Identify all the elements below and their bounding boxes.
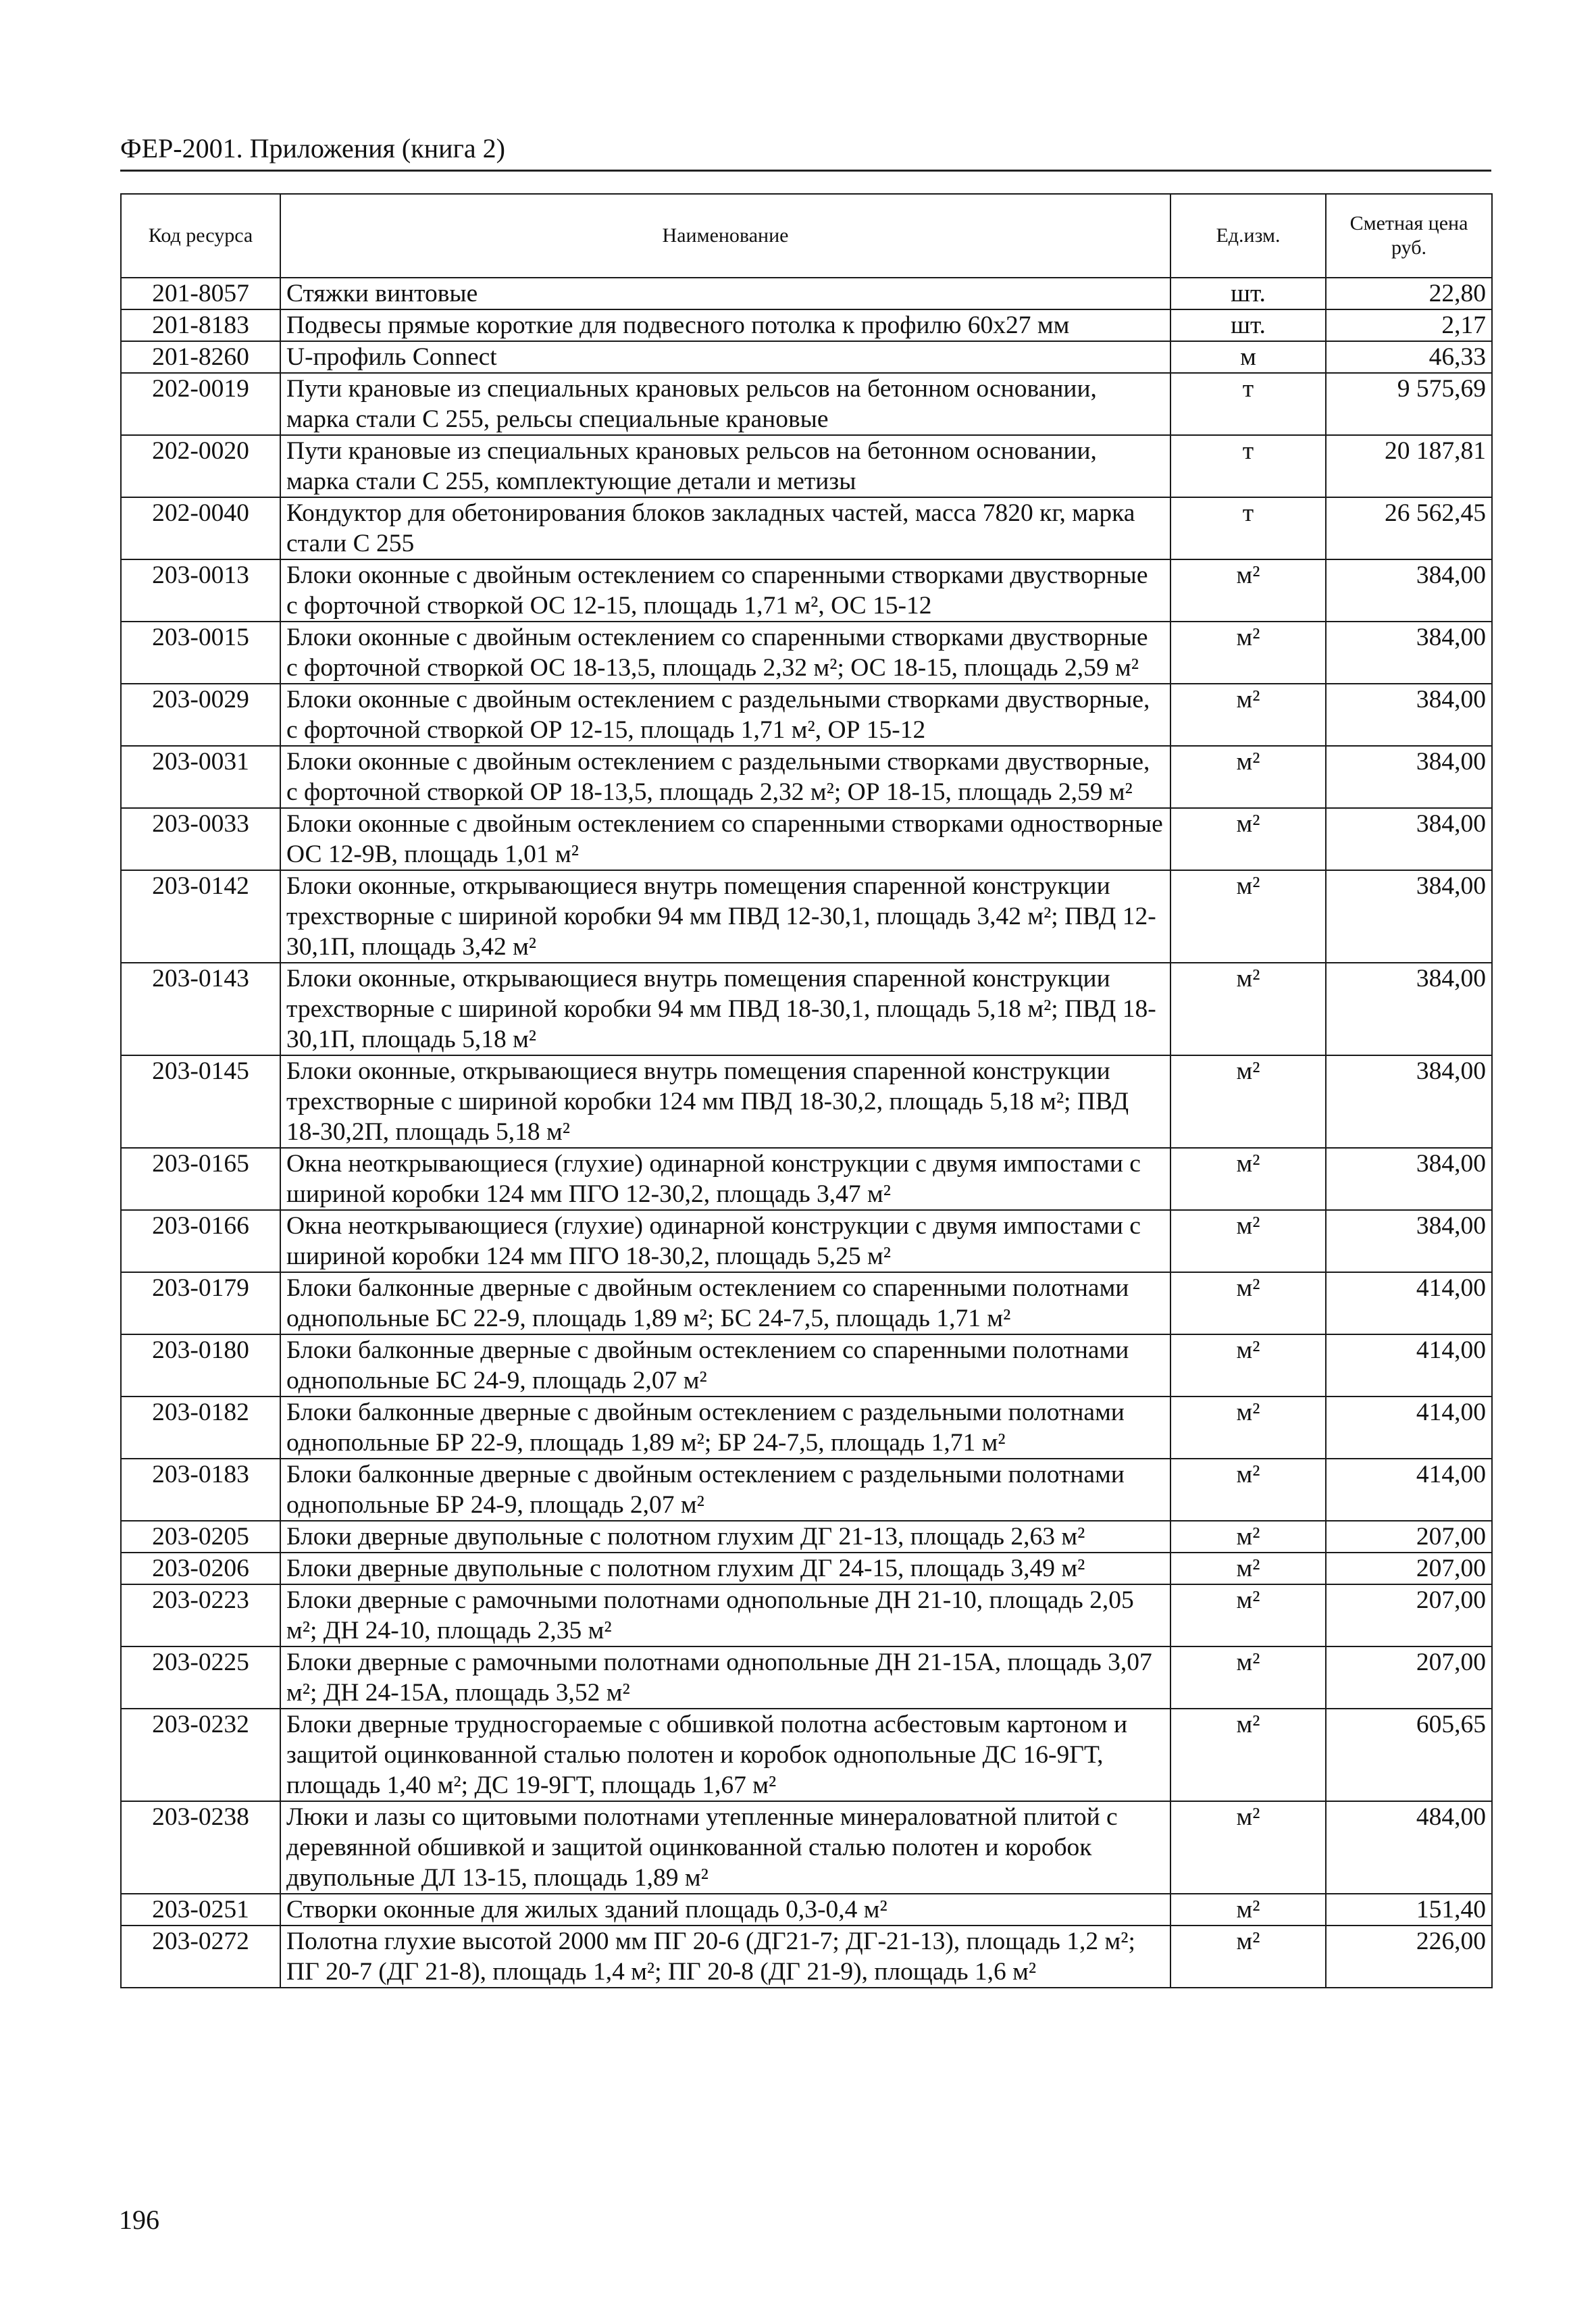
column-header-unit: Ед.изм. (1170, 194, 1326, 278)
unit-cell: м² (1170, 684, 1326, 746)
price-cell: 384,00 (1326, 559, 1492, 622)
resource-code-cell: 203-0251 (121, 1894, 280, 1926)
price-cell: 384,00 (1326, 684, 1492, 746)
unit-cell: м² (1170, 1272, 1326, 1334)
unit-cell: т (1170, 497, 1326, 559)
unit-cell: м² (1170, 746, 1326, 808)
price-cell: 22,80 (1326, 278, 1492, 309)
resource-name-cell: Блоки балконные дверные с двойным остеклением с раздельными полотнами однопольные БР 24-9, площадь 2,07 м² (280, 1459, 1170, 1521)
resource-name-cell: Пути крановые из специальных крановых рельсов на бетонном основании, марка стали С 255, комплектующие детали и метизы (280, 435, 1170, 497)
resource-name-cell: Люки и лазы со щитовыми полотнами утепленные минераловатной плитой с деревянной обшивкой и защитой оцинкованной сталью полотен и коробок двупольные ДЛ 13-15, площадь 1,89 м² (280, 1801, 1170, 1894)
column-header-name: Наименование (280, 194, 1170, 278)
unit-cell: т (1170, 435, 1326, 497)
table-header-row (121, 194, 1492, 278)
column-header-price: Сметная цена руб. (1326, 194, 1492, 278)
price-cell: 384,00 (1326, 746, 1492, 808)
price-cell: 384,00 (1326, 622, 1492, 684)
unit-cell: м² (1170, 559, 1326, 622)
resource-name-cell: Блоки оконные с двойным остеклением с раздельными створками двустворные, с форточной створкой ОР 12-15, площадь 1,71 м², ОР 15-12 (280, 684, 1170, 746)
unit-cell: м² (1170, 1894, 1326, 1926)
price-cell: 226,00 (1326, 1926, 1492, 1988)
price-cell: 414,00 (1326, 1334, 1492, 1397)
header-divider (120, 170, 1491, 172)
resource-code-cell: 203-0272 (121, 1926, 280, 1988)
resource-code-cell: 203-0033 (121, 808, 280, 870)
resource-code-cell: 202-0020 (121, 435, 280, 497)
table-row (121, 1521, 1492, 1553)
resource-code-cell: 203-0029 (121, 684, 280, 746)
unit-cell: шт. (1170, 309, 1326, 341)
resource-code-cell: 203-0238 (121, 1801, 280, 1894)
price-cell: 414,00 (1326, 1272, 1492, 1334)
table-row (121, 341, 1492, 373)
table-row (121, 746, 1492, 808)
resource-code-cell: 201-8260 (121, 341, 280, 373)
resource-code-cell: 203-0223 (121, 1584, 280, 1646)
unit-cell: м² (1170, 1646, 1326, 1709)
resource-name-cell: Блоки оконные, открывающиеся внутрь помещения спаренной конструкции трехстворные с шириной коробки 124 мм ПВД 18-30,2, площадь 5,18 м²; ПВД 18-30,2П, площадь 5,18 м² (280, 1055, 1170, 1148)
resource-code-cell: 203-0145 (121, 1055, 280, 1148)
resource-code-cell: 202-0019 (121, 373, 280, 435)
resource-name-cell: Блоки оконные с двойным остеклением с раздельными створками двустворные, с форточной створкой ОР 18-13,5, площадь 2,32 м²; ОР 18-15, площадь 2,59 м² (280, 746, 1170, 808)
unit-cell: м² (1170, 1926, 1326, 1988)
unit-cell: м² (1170, 1459, 1326, 1521)
unit-cell: м (1170, 341, 1326, 373)
price-cell: 384,00 (1326, 1210, 1492, 1272)
table-row (121, 1646, 1492, 1709)
resource-code-cell: 203-0232 (121, 1709, 280, 1801)
table-row (121, 1148, 1492, 1210)
table-row (121, 497, 1492, 559)
resource-code-cell: 203-0166 (121, 1210, 280, 1272)
unit-cell: шт. (1170, 278, 1326, 309)
resource-name-cell: Окна неоткрывающиеся (глухие) одинарной конструкции с двумя импостами с шириной коробки 124 мм ПГО 18-30,2, площадь 5,25 м² (280, 1210, 1170, 1272)
resource-name-cell: Блоки оконные с двойным остеклением со спаренными створками двустворные с форточной створкой ОС 18-13,5, площадь 2,32 м²; ОС 18-15, площадь 2,59 м² (280, 622, 1170, 684)
table-row (121, 1894, 1492, 1926)
table-row (121, 1553, 1492, 1584)
unit-cell: м² (1170, 963, 1326, 1055)
column-header-code: Код ресурса (121, 194, 280, 278)
resource-name-cell: Блоки балконные дверные с двойным остеклением с раздельными полотнами однопольные БР 22-9, площадь 1,89 м²; БР 24-7,5, площадь 1,71 м² (280, 1397, 1170, 1459)
table-row (121, 435, 1492, 497)
table-row (121, 1459, 1492, 1521)
resource-name-cell: Кондуктор для обетонирования блоков закладных частей, масса 7820 кг, марка стали С 255 (280, 497, 1170, 559)
resource-name-cell: Блоки оконные, открывающиеся внутрь помещения спаренной конструкции трехстворные с шириной коробки 94 мм ПВД 18-30,1, площадь 5,18 м²; ПВД 18-30,1П, площадь 5,18 м² (280, 963, 1170, 1055)
resource-code-cell: 203-0142 (121, 870, 280, 963)
table-row (121, 309, 1492, 341)
resource-code-cell: 203-0183 (121, 1459, 280, 1521)
table-row (121, 1709, 1492, 1801)
table-row (121, 1926, 1492, 1988)
price-cell: 2,17 (1326, 309, 1492, 341)
table-row (121, 963, 1492, 1055)
price-cell: 9 575,69 (1326, 373, 1492, 435)
price-cell: 484,00 (1326, 1801, 1492, 1894)
resource-code-cell: 201-8057 (121, 278, 280, 309)
price-cell: 384,00 (1326, 870, 1492, 963)
resource-name-cell: Пути крановые из специальных крановых рельсов на бетонном основании, марка стали С 255, рельсы специальные крановые (280, 373, 1170, 435)
resource-code-cell: 203-0225 (121, 1646, 280, 1709)
price-cell: 207,00 (1326, 1646, 1492, 1709)
unit-cell: м² (1170, 622, 1326, 684)
table-row (121, 278, 1492, 309)
resource-name-cell: Окна неоткрывающиеся (глухие) одинарной конструкции с двумя импостами с шириной коробки 124 мм ПГО 12-30,2, площадь 3,47 м² (280, 1148, 1170, 1210)
resource-name-cell: Створки оконные для жилых зданий площадь 0,3-0,4 м² (280, 1894, 1170, 1926)
price-table (120, 193, 1493, 1988)
page-title: ФЕР-2001. Приложения (книга 2) (120, 133, 505, 164)
table-row (121, 808, 1492, 870)
price-cell: 151,40 (1326, 1894, 1492, 1926)
table-row (121, 1334, 1492, 1397)
unit-cell: м² (1170, 1521, 1326, 1553)
resource-code-cell: 203-0031 (121, 746, 280, 808)
unit-cell: м² (1170, 1553, 1326, 1584)
price-cell: 384,00 (1326, 1055, 1492, 1148)
resource-name-cell: Блоки балконные дверные с двойным остеклением со спаренными полотнами однопольные БС 22-9, площадь 1,89 м²; БС 24-7,5, площадь 1,71 м² (280, 1272, 1170, 1334)
resource-code-cell: 203-0182 (121, 1397, 280, 1459)
unit-cell: м² (1170, 1210, 1326, 1272)
table-row (121, 1055, 1492, 1148)
table-row (121, 1801, 1492, 1894)
price-cell: 384,00 (1326, 1148, 1492, 1210)
resource-name-cell: Подвесы прямые короткие для подвесного потолка к профилю 60х27 мм (280, 309, 1170, 341)
unit-cell: т (1170, 373, 1326, 435)
table-row (121, 622, 1492, 684)
resource-code-cell: 202-0040 (121, 497, 280, 559)
price-cell: 20 187,81 (1326, 435, 1492, 497)
price-cell: 605,65 (1326, 1709, 1492, 1801)
unit-cell: м² (1170, 1709, 1326, 1801)
resource-name-cell: Блоки дверные с рамочными полотнами однопольные ДН 21-10, площадь 2,05 м²; ДН 24-10, площадь 2,35 м² (280, 1584, 1170, 1646)
resource-name-cell: Полотна глухие высотой 2000 мм ПГ 20-6 (ДГ21-7; ДГ-21-13), площадь 1,2 м²; ПГ 20-7 (ДГ 21-8), площадь 1,4 м²; ПГ 20-8 (ДГ 21-9), площадь 1,6 м² (280, 1926, 1170, 1988)
unit-cell: м² (1170, 1334, 1326, 1397)
table-row (121, 373, 1492, 435)
price-cell: 207,00 (1326, 1584, 1492, 1646)
table-body (121, 278, 1492, 1988)
resource-code-cell: 201-8183 (121, 309, 280, 341)
price-cell: 207,00 (1326, 1521, 1492, 1553)
price-cell: 384,00 (1326, 963, 1492, 1055)
table-row (121, 559, 1492, 622)
unit-cell: м² (1170, 1801, 1326, 1894)
resource-code-cell: 203-0206 (121, 1553, 280, 1584)
resource-code-cell: 203-0013 (121, 559, 280, 622)
table-row (121, 1272, 1492, 1334)
resource-name-cell: Блоки оконные, открывающиеся внутрь помещения спаренной конструкции трехстворные с шириной коробки 94 мм ПВД 12-30,1, площадь 3,42 м²; ПВД 12-30,1П, площадь 3,42 м² (280, 870, 1170, 963)
unit-cell: м² (1170, 1584, 1326, 1646)
price-cell: 26 562,45 (1326, 497, 1492, 559)
resource-name-cell: Блоки дверные с рамочными полотнами однопольные ДН 21-15А, площадь 3,07 м²; ДН 24-15А, площадь 3,52 м² (280, 1646, 1170, 1709)
resource-name-cell: Стяжки винтовые (280, 278, 1170, 309)
table-row (121, 1584, 1492, 1646)
resource-name-cell: Блоки оконные с двойным остеклением со спаренными створками одностворные ОС 12-9В, площадь 1,01 м² (280, 808, 1170, 870)
resource-name-cell: Блоки дверные двупольные с полотном глухим ДГ 21-13, площадь 2,63 м² (280, 1521, 1170, 1553)
table-row (121, 684, 1492, 746)
resource-code-cell: 203-0165 (121, 1148, 280, 1210)
unit-cell: м² (1170, 1055, 1326, 1148)
resource-name-cell: U-профиль Connect (280, 341, 1170, 373)
resource-code-cell: 203-0180 (121, 1334, 280, 1397)
price-cell: 207,00 (1326, 1553, 1492, 1584)
table-row (121, 870, 1492, 963)
table-row (121, 1397, 1492, 1459)
price-cell: 46,33 (1326, 341, 1492, 373)
price-cell: 414,00 (1326, 1459, 1492, 1521)
price-cell: 384,00 (1326, 808, 1492, 870)
resource-code-cell: 203-0179 (121, 1272, 280, 1334)
page-number: 196 (119, 2205, 159, 2235)
resource-name-cell: Блоки балконные дверные с двойным остеклением со спаренными полотнами однопольные БС 24-9, площадь 2,07 м² (280, 1334, 1170, 1397)
unit-cell: м² (1170, 808, 1326, 870)
unit-cell: м² (1170, 1397, 1326, 1459)
resource-name-cell: Блоки дверные двупольные с полотном глухим ДГ 24-15, площадь 3,49 м² (280, 1553, 1170, 1584)
resource-code-cell: 203-0205 (121, 1521, 280, 1553)
unit-cell: м² (1170, 870, 1326, 963)
resource-name-cell: Блоки дверные трудносгораемые с обшивкой полотна асбестовым картоном и защитой оцинкованной сталью полотен и коробок однопольные ДС 16-9ГТ, площадь 1,40 м²; ДС 19-9ГТ, площадь 1,67 м² (280, 1709, 1170, 1801)
resource-name-cell: Блоки оконные с двойным остеклением со спаренными створками двустворные с форточной створкой ОС 12-15, площадь 1,71 м², ОС 15-12 (280, 559, 1170, 622)
resource-code-cell: 203-0015 (121, 622, 280, 684)
unit-cell: м² (1170, 1148, 1326, 1210)
resource-code-cell: 203-0143 (121, 963, 280, 1055)
table-row (121, 1210, 1492, 1272)
price-cell: 414,00 (1326, 1397, 1492, 1459)
